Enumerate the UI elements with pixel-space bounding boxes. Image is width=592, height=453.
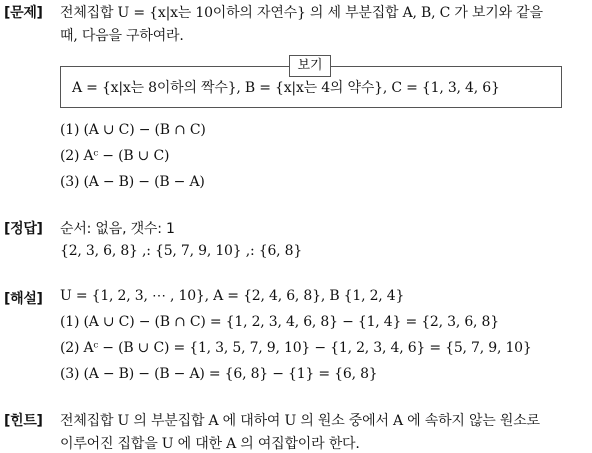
explanation-line-1: U = {1, 2, 3, ⋯ , 10}, A = {2, 4, 6, 8}, B {1, 2, 4} bbox=[60, 288, 405, 304]
example-box-text: A = {x|x는 8이하의 짝수}, B = {x|x는 4의 약수}, C = {1, 3, 4, 6} bbox=[72, 80, 500, 96]
example-box-label: 보기 bbox=[289, 55, 331, 77]
answer-line-1: 순서: 없음, 갯수: 1 bbox=[60, 221, 175, 237]
problem-statement-line-2: 때, 다음을 구하여라. bbox=[60, 28, 184, 44]
answer-label: [정답] bbox=[4, 221, 43, 237]
problem-label: [문제] bbox=[4, 5, 43, 21]
problem-statement-line-1: 전체집합 U = {x|x는 10이하의 자연수} 의 세 부분집합 A, B, C 가 보기와 같을 bbox=[60, 5, 543, 21]
explanation-label: [해설] bbox=[4, 291, 43, 307]
hint-line-1: 전체집합 U 의 부분집합 A 에 대하여 U 의 원소 중에서 A 에 속하지 않는 원소로 bbox=[60, 413, 540, 429]
hint-line-2: 이루어진 집합을 U 에 대한 A 의 여집합이라 한다. bbox=[60, 436, 360, 452]
problem-item-2: (2) Aᶜ − (B ∪ C) bbox=[60, 148, 170, 164]
problem-item-1: (1) (A ∪ C) − (B ∩ C) bbox=[60, 122, 206, 138]
explanation-line-2: (1) (A ∪ C) − (B ∩ C) = {1, 2, 3, 4, 6, 8} − {1, 4} = {2, 3, 6, 8} bbox=[60, 314, 499, 330]
hint-label: [힌트] bbox=[4, 413, 43, 429]
explanation-line-3: (2) Aᶜ − (B ∪ C) = {1, 3, 5, 7, 9, 10} − {1, 2, 3, 4, 6} = {5, 7, 9, 10} bbox=[60, 340, 532, 356]
answer-line-2: {2, 3, 6, 8} ,: {5, 7, 9, 10} ,: {6, 8} bbox=[60, 243, 303, 259]
problem-item-3: (3) (A − B) − (B − A) bbox=[60, 174, 205, 190]
explanation-line-4: (3) (A − B) − (B − A) = {6, 8} − {1} = {6, 8} bbox=[60, 366, 378, 382]
